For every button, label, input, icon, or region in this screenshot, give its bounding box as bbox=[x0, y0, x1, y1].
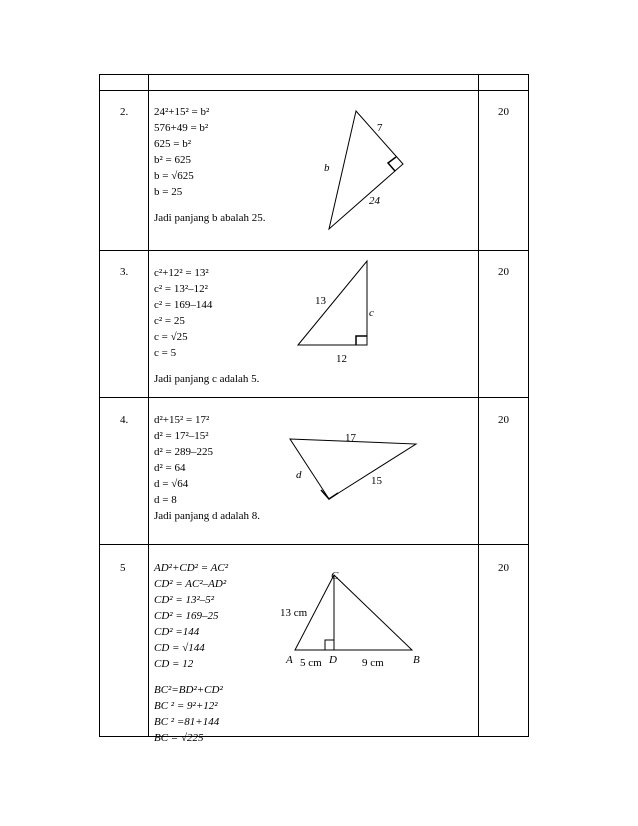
step-line: CD² = 13²–5² bbox=[154, 594, 215, 606]
solution-steps bbox=[154, 560, 228, 746]
solution-steps bbox=[154, 412, 260, 524]
row-number: 4. bbox=[120, 414, 129, 426]
step-line: AD²+CD² = AC² bbox=[154, 562, 229, 574]
right-triangle-figure bbox=[290, 257, 390, 367]
side-label: d bbox=[296, 469, 302, 481]
solution-steps bbox=[154, 265, 259, 387]
vertex-label: D bbox=[329, 654, 337, 666]
side-label: b bbox=[324, 162, 330, 174]
side-label: 24 bbox=[369, 195, 380, 207]
side-label: 5 cm bbox=[300, 657, 322, 669]
row-score: 20 bbox=[498, 414, 509, 426]
step-line: c = √25 bbox=[154, 331, 188, 343]
step-line: c² = 13²–12² bbox=[154, 283, 208, 295]
side-label: 17 bbox=[345, 432, 356, 444]
triangle-abc-figure bbox=[278, 565, 438, 675]
step-line: b = 25 bbox=[154, 186, 183, 198]
conclusion-text: Jadi panjang b abalah 25. bbox=[154, 212, 266, 224]
row-divider bbox=[100, 544, 528, 545]
step-line: d² = 289–225 bbox=[154, 446, 214, 458]
step-line: d² = 64 bbox=[154, 462, 186, 474]
column-divider bbox=[148, 75, 149, 736]
row-divider bbox=[100, 397, 528, 398]
right-triangle-figure bbox=[310, 107, 420, 237]
vertex-label: A bbox=[286, 654, 293, 666]
step-line: CD = 12 bbox=[154, 658, 194, 670]
answer-table bbox=[99, 74, 529, 744]
header-row-divider bbox=[100, 90, 528, 91]
step-line: BC²=BD²+CD² bbox=[154, 684, 223, 696]
vertex-label: C bbox=[331, 570, 339, 582]
step-line: d²+15² = 17² bbox=[154, 414, 210, 426]
row-number: 5 bbox=[120, 562, 126, 574]
row-score: 20 bbox=[498, 266, 509, 278]
side-label: 15 bbox=[371, 475, 382, 487]
right-triangle-figure bbox=[284, 429, 424, 509]
step-line: CD² = AC²–AD² bbox=[154, 578, 227, 590]
step-line: c²+12² = 13² bbox=[154, 267, 209, 279]
step-line: d² = 17²–15² bbox=[154, 430, 209, 442]
step-line: CD² = 169–25 bbox=[154, 610, 219, 622]
vertex-label: B bbox=[413, 654, 420, 666]
solution-steps bbox=[154, 104, 266, 226]
conclusion-text: Jadi panjang c adalah 5. bbox=[154, 373, 260, 385]
step-line: c² = 169–144 bbox=[154, 299, 213, 311]
step-line: BC ² =81+144 bbox=[154, 716, 220, 728]
row-score: 20 bbox=[498, 106, 509, 118]
step-line: c² = 25 bbox=[154, 315, 185, 327]
step-line: d = 8 bbox=[154, 494, 177, 506]
row-divider bbox=[100, 250, 528, 251]
step-line: 625 = b² bbox=[154, 138, 192, 150]
step-line: BC ² = 9²+12² bbox=[154, 700, 218, 712]
step-line: d = √64 bbox=[154, 478, 189, 490]
side-label: 12 bbox=[336, 353, 347, 365]
conclusion-text: Jadi panjang d adalah 8. bbox=[154, 510, 260, 522]
step-line: BC = √225 bbox=[154, 732, 204, 744]
side-label: 7 bbox=[377, 122, 383, 134]
row-score: 20 bbox=[498, 562, 509, 574]
column-divider bbox=[478, 75, 479, 736]
side-label: c bbox=[369, 307, 374, 319]
step-line: c = 5 bbox=[154, 347, 177, 359]
step-line: 24²+15² = b² bbox=[154, 106, 210, 118]
side-label: 13 bbox=[315, 295, 326, 307]
step-line: CD² =144 bbox=[154, 626, 200, 638]
row-number: 3. bbox=[120, 266, 129, 278]
step-line: b = √625 bbox=[154, 170, 194, 182]
step-line: b² = 625 bbox=[154, 154, 192, 166]
side-label: 9 cm bbox=[362, 657, 384, 669]
side-label: 13 cm bbox=[280, 607, 308, 619]
step-line: 576+49 = b² bbox=[154, 122, 209, 134]
row-number: 2. bbox=[120, 106, 129, 118]
step-line: CD = √144 bbox=[154, 642, 205, 654]
